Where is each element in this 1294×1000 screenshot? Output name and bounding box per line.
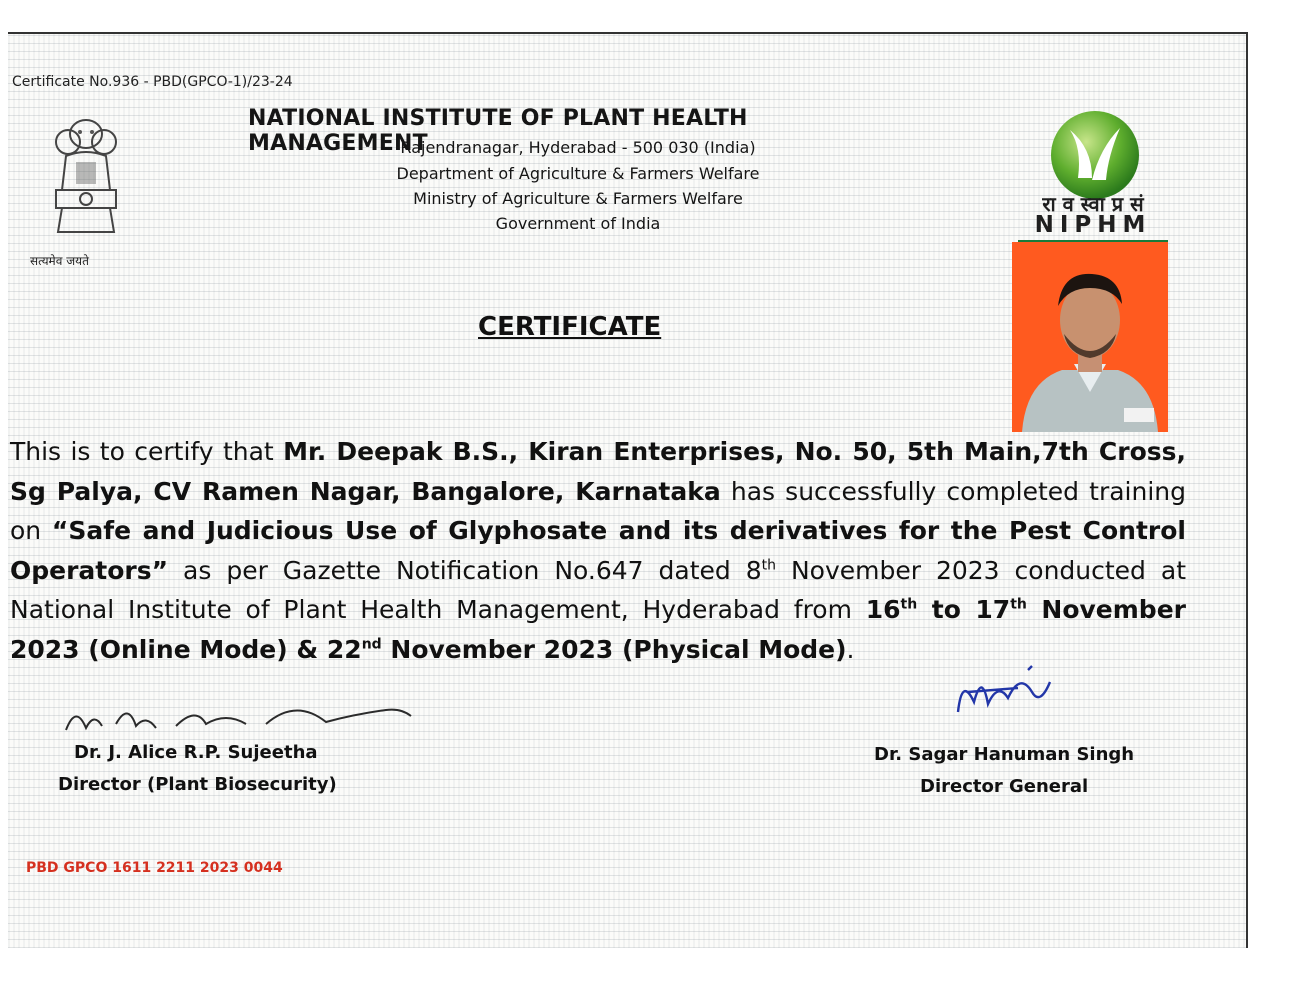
niphm-logo-icon bbox=[1048, 108, 1142, 202]
training-to-day: to 17 bbox=[917, 595, 1011, 624]
signatory-right-role: Director General bbox=[920, 776, 1089, 797]
logo-hindi-text: रा व स्वा प्र सं bbox=[1042, 192, 1144, 216]
physical-day-suffix: nd bbox=[361, 636, 382, 653]
certificate-code: PBD GPCO 1611 2211 2023 0044 bbox=[26, 860, 283, 876]
certificate-number: Certificate No.936 - PBD(GPCO-1)/23-24 bbox=[12, 74, 293, 90]
person-photo-icon bbox=[1012, 242, 1168, 432]
address-line-2: Department of Agriculture & Farmers Welfare bbox=[396, 164, 760, 183]
address-line-3: Ministry of Agriculture & Farmers Welfare bbox=[413, 189, 743, 208]
training-from-day: 16 bbox=[865, 595, 901, 624]
body-completed: has successfully completed training on bbox=[10, 476, 1187, 545]
signatory-right-name: Dr. Sagar Hanuman Singh bbox=[874, 744, 1135, 765]
gazette-day-suffix: th bbox=[761, 557, 776, 574]
training-physical: November 2023 (Physical Mode) bbox=[381, 634, 847, 664]
body-gazette-post: November 2023 conducted at National Institute of Plant Health Management, Hyderabad from bbox=[10, 555, 1187, 624]
logo-acronym: NIPHM bbox=[1018, 212, 1168, 243]
signatory-left-role: Director (Plant Biosecurity) bbox=[58, 774, 337, 795]
training-online: November 2023 (Online Mode) & 22 bbox=[10, 595, 1186, 664]
address-line-4: Government of India bbox=[495, 214, 661, 233]
address-line-1: Rajendranagar, Hyderabad - 500 030 (India) bbox=[400, 138, 756, 157]
certificate-sheet bbox=[8, 32, 1248, 948]
body-end: . bbox=[846, 634, 855, 664]
certificate-title: CERTIFICATE bbox=[478, 312, 662, 342]
recipient-photo bbox=[1012, 242, 1168, 432]
course-title: “Safe and Judicious Use of Glyphosate and its derivatives for the Pest Control Operators” bbox=[10, 516, 1186, 585]
body-intro: This is to certify that bbox=[10, 437, 284, 466]
emblem-caption: सत्यमेव जयते bbox=[30, 254, 89, 268]
national-emblem-icon bbox=[36, 112, 136, 252]
signature-left-icon bbox=[56, 694, 416, 744]
from-day-suffix: th bbox=[900, 596, 918, 613]
to-day-suffix: th bbox=[1010, 596, 1027, 613]
certificate-body bbox=[10, 432, 1186, 669]
body-gazette: as per Gazette Notification No.647 dated 8 bbox=[168, 555, 762, 585]
signature-right-icon bbox=[928, 662, 1068, 722]
signatory-left-name: Dr. J. Alice R.P. Sujeetha bbox=[74, 742, 318, 763]
recipient-details: Mr. Deepak B.S., Kiran Enterprises, No. 50, 5th Main,7th Cross, Sg Palya, CV Ramen Nagar, Bangalore, Karnataka bbox=[10, 437, 1187, 506]
institute-name: NATIONAL INSTITUTE OF PLANT HEALTH MANAGEMENT bbox=[248, 106, 748, 156]
